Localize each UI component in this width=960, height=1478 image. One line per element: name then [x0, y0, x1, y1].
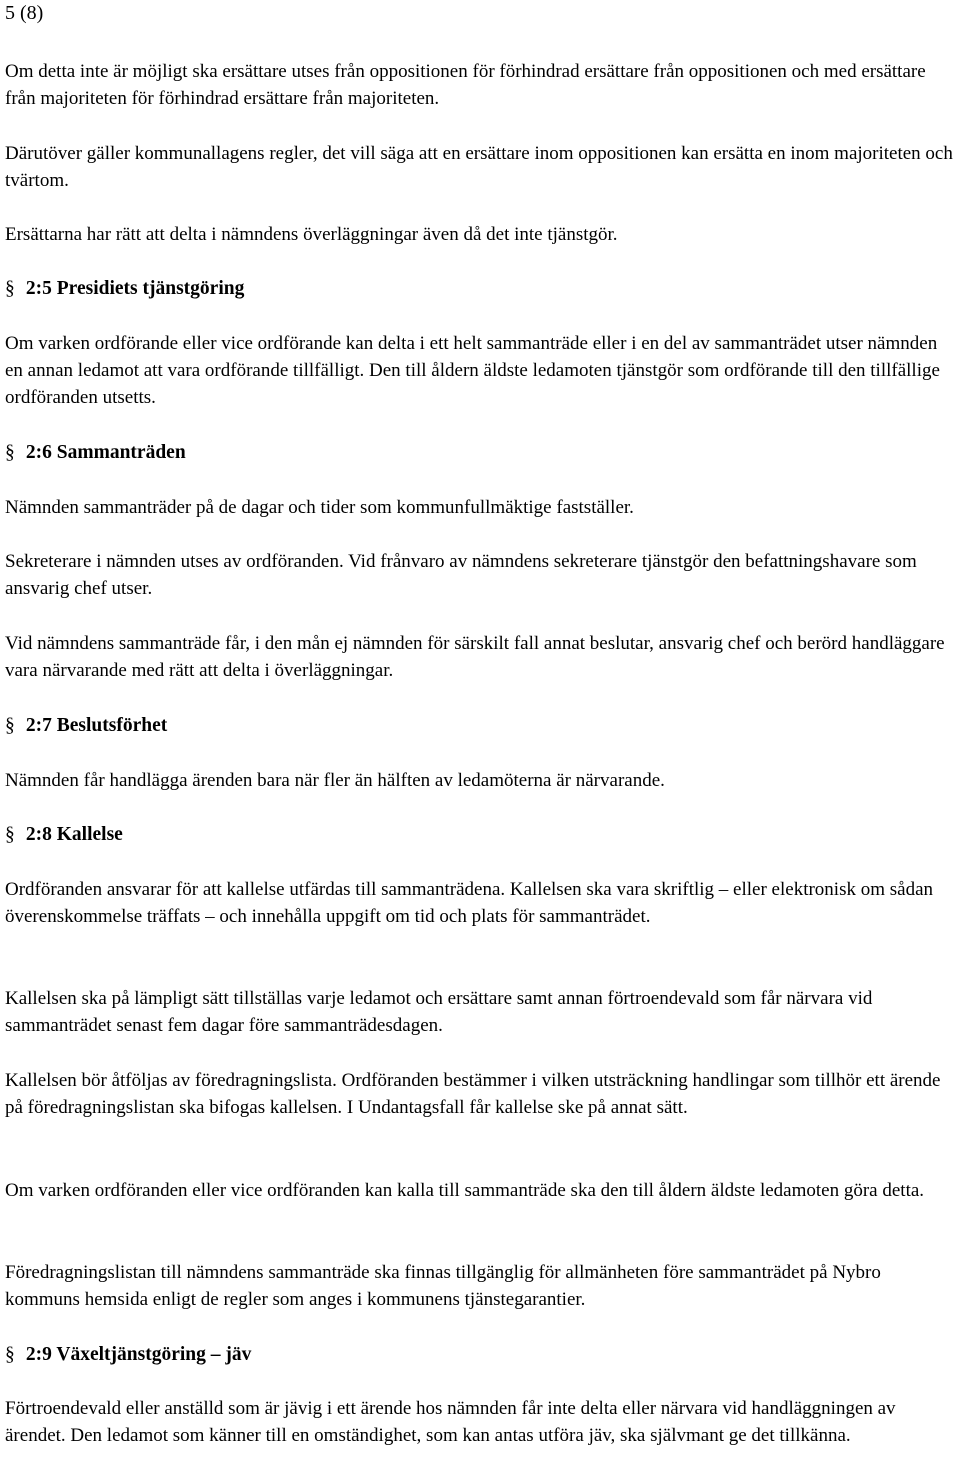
section-sign: §	[5, 1344, 15, 1365]
paragraph: Ersättarna har rätt att delta i nämndens överläggningar även då det inte tjänstgör.	[5, 224, 618, 245]
section-heading-2-8	[5, 821, 955, 848]
section-sign: §	[5, 715, 15, 736]
paragraph: Nämnden får handlägga ärenden bara när fler än hälften av ledamöterna är närvarande.	[5, 770, 665, 791]
section-heading-2-6	[5, 439, 955, 466]
section-heading-2-9	[5, 1341, 955, 1368]
paragraph: Kallelsen bör åtföljas av föredragningslista. Ordföranden bestämmer i vilken utsträckning handlingar som tillhör ett ärende på föredragningslistan ska bifogas kallelsen. I Undantagsfall får kallelse ske på annat sätt.	[5, 1070, 941, 1118]
paragraph: Nämnden sammanträder på de dagar och tider som kommunfullmäktige fastställer.	[5, 497, 634, 518]
paragraph: Kallelsen ska på lämpligt sätt tillställas varje ledamot och ersättare samt annan förtroendevald som får närvara vid sammanträdet senast fem dagar före sammanträdesdagen.	[5, 988, 873, 1036]
paragraph: Därutöver gäller kommunallagens regler, det vill säga att en ersättare inom oppositionen kan ersätta en inom majoriteten och tvärtom.	[5, 143, 953, 191]
paragraph: Om varken ordföranden eller vice ordföranden kan kalla till sammanträde ska den till åldern äldste ledamoten göra detta.	[5, 1180, 925, 1201]
paragraph: Förtroendevald eller anställd som är jävig i ett ärende hos nämnden får inte delta eller närvara vid handläggningen av ärendet. Den ledamot som känner till en omständighet, som kan antas utföra jäv, ska självmant ge det tillkänna.	[5, 1398, 896, 1446]
paragraph: Om varken ordförande eller vice ordförande kan delta i ett helt sammanträde eller i en del av sammanträdet utser nämnden en annan ledamot att vara ordförande tillfälligt. Den till åldern äldste ledamoten tjänstgör som ordförande till den tillfällige ordföranden utsetts.	[5, 333, 940, 408]
heading-text: 2:9 Växeltjänstgöring – jäv	[25, 1344, 252, 1365]
heading-text: 2:7 Beslutsförhet	[25, 715, 168, 736]
section-sign: §	[5, 278, 15, 299]
paragraph: Ordföranden ansvarar för att kallelse utfärdas till sammanträdena. Kallelsen ska vara skriftlig – eller elektronisk om sådan överenskommelse träffats – och innehålla uppgift om tid och plats för sammanträdet.	[5, 879, 934, 927]
paragraph: Föredragningslistan till nämndens sammanträde ska finnas tillgänglig för allmänheten före sammanträdet på Nybro kommuns hemsida enligt de regler som anges i kommunens tjänstegarantier.	[5, 1262, 881, 1310]
section-heading-2-5	[5, 275, 955, 302]
paragraph: Om detta inte är möjligt ska ersättare utses från oppositionen för förhindrad ersättare från oppositionen och med ersättare från majoriteten för förhindrad ersättare från majoriteten.	[5, 61, 926, 109]
section-sign: §	[5, 824, 15, 845]
paragraph: Vid nämndens sammanträde får, i den mån ej nämnden för särskilt fall annat beslutar, ansvarig chef och berörd handläggare vara närvarande med rätt att delta i överläggningar.	[5, 633, 945, 681]
heading-text: 2:8 Kallelse	[25, 824, 123, 845]
paragraph: Sekreterare i nämnden utses av ordföranden. Vid frånvaro av nämndens sekreterare tjänstgör den befattningshavare som ansvarig chef utser.	[5, 551, 917, 599]
heading-text: 2:6 Sammanträden	[25, 442, 186, 463]
page-number: 5 (8)	[5, 2, 44, 24]
heading-text: 2:5 Presidiets tjänstgöring	[25, 278, 245, 299]
section-sign: §	[5, 442, 15, 463]
section-heading-2-7	[5, 712, 955, 739]
